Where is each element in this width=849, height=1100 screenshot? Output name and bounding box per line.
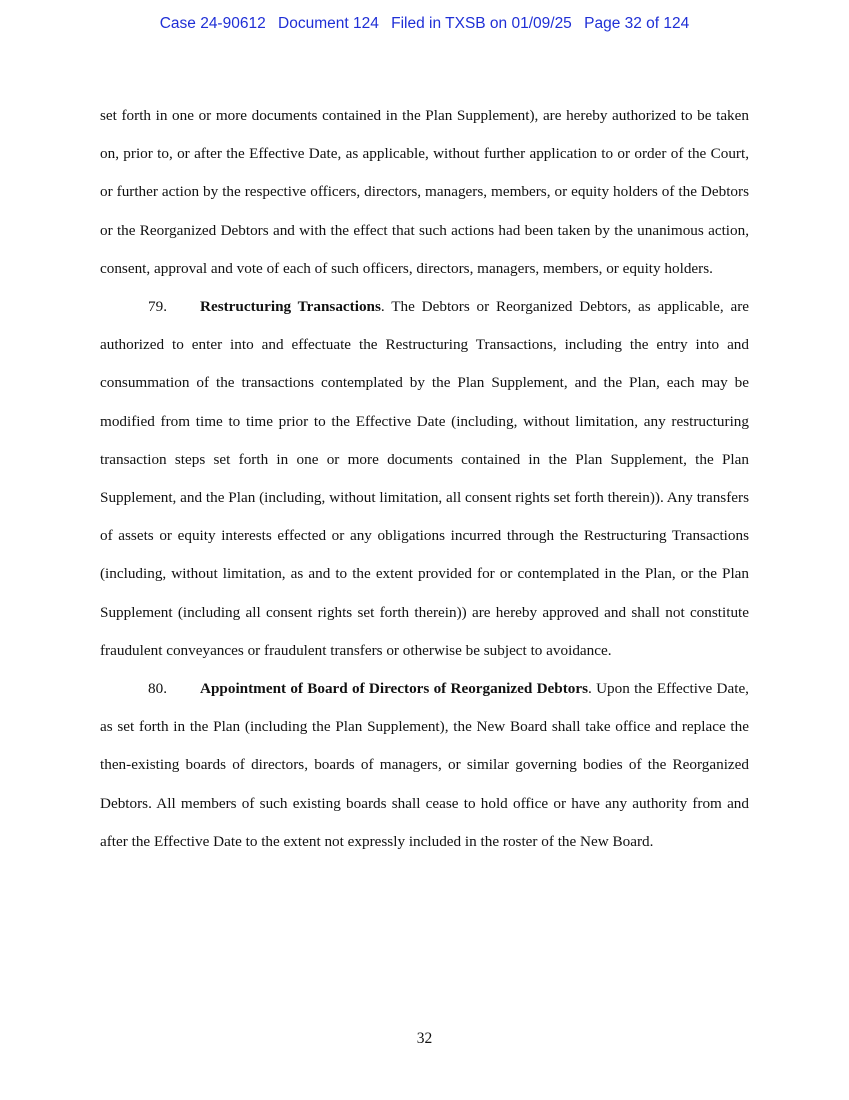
case-number: Case 24-90612: [159, 15, 266, 32]
paragraph-79: [100, 288, 749, 670]
document-number: Document 124: [278, 15, 379, 32]
filing-info: Filed in TXSB on 01/09/25: [391, 15, 572, 32]
paragraph-79-number: 79.: [148, 298, 167, 316]
paragraph-80-heading: Appointment of Board of Directors of Reorganized Debtors: [200, 680, 589, 698]
document-body: [100, 97, 749, 861]
paragraph-80: [100, 670, 749, 861]
court-filing-header: [0, 15, 849, 33]
paragraph-79-heading: Restructuring Transactions: [200, 298, 381, 316]
page-indicator: Page 32 of 124: [584, 15, 690, 32]
page-number: 32: [416, 1030, 433, 1047]
continuation-paragraph: set forth in one or more documents contained in the Plan Supplement), are hereby authorized to be taken on, prior to, or after the Effective Date, as applicable, without further application to or order of the Court, or further action by the respective officers, directors, managers, members, or equity holders of the Debtors or the Reorganized Debtors and with the effect that such actions had been taken by the unanimous action, consent, approval and vote of each of such officers, directors, managers, members, or equity holders.: [100, 107, 749, 277]
paragraph-80-text: . Upon the Effective Date, as set forth in the Plan (including the Plan Supplement), the New Board shall take office and replace the then-existing boards of directors, boards of managers, or similar governing bodies of the Reorganized Debtors. All members of such existing boards shall cease to hold office or have any authority from and after the Effective Date to the extent not expressly included in the roster of the New Board.: [100, 680, 749, 850]
paragraph-80-number: 80.: [148, 680, 167, 698]
paragraph-79-text: . The Debtors or Reorganized Debtors, as applicable, are authorized to enter into and effectuate the Restructuring Transactions, including the entry into and consummation of the transactions contemplated by the Plan Supplement, and the Plan, each may be modified from time to time prior to the Effective Date (including, without limitation, any restructuring transaction steps set forth in one or more documents contained in the Plan Supplement, the Plan Supplement, and the Plan (including, without limitation, all consent rights set forth therein)). Any transfers of assets or equity interests effected or any obligations incurred through the Restructuring Transactions (including, without limitation, as and to the extent provided for or contemplated in the Plan, or the Plan Supplement (including all consent rights set forth therein)) are hereby approved and shall not constitute fraudulent conveyances or fraudulent transfers or otherwise be subject to avoidance.: [100, 298, 749, 659]
